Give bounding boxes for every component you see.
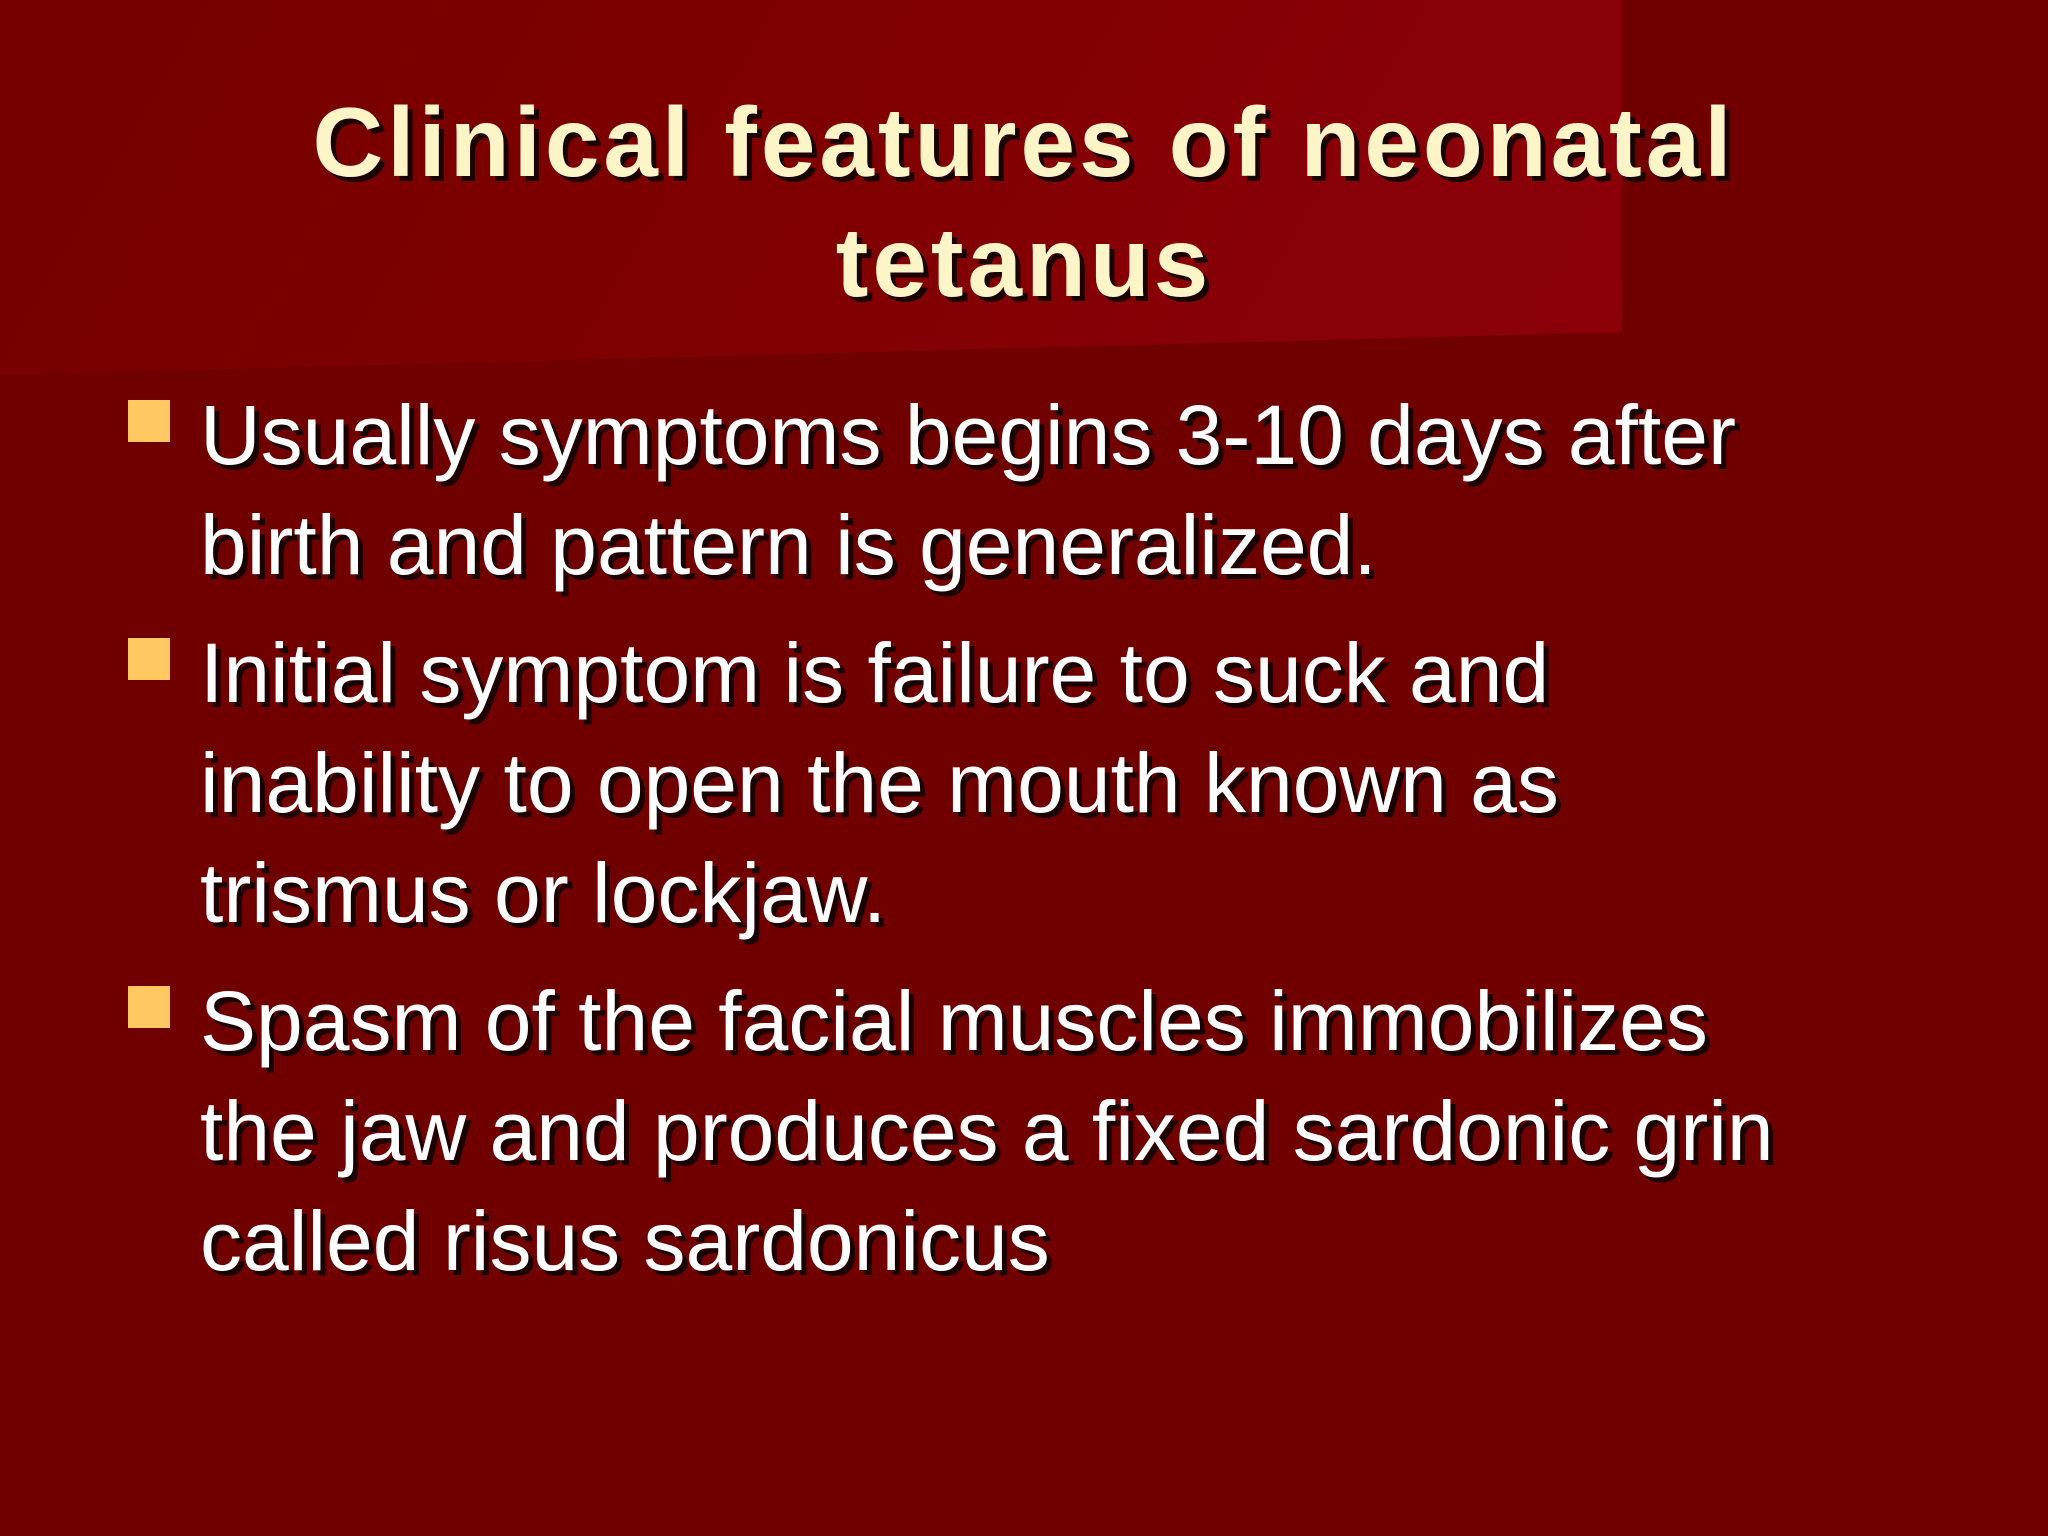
square-bullet-icon	[128, 400, 170, 442]
bullet-text: Initial symptom is failure to suck and inability to open the mouth known as trismus or lockjaw.	[200, 626, 1559, 940]
square-bullet-icon	[128, 986, 170, 1028]
bullet-text: Usually symptoms begins 3-10 days after birth and pattern is generalized.	[200, 388, 1736, 592]
slide-title: Clinical features of neonatal tetanus	[312, 87, 1736, 317]
bullet-text: Spasm of the facial muscles immobilizes the jaw and produces a fixed sardonic grin called risus sardonicus	[200, 974, 1774, 1288]
square-bullet-icon	[128, 638, 170, 680]
